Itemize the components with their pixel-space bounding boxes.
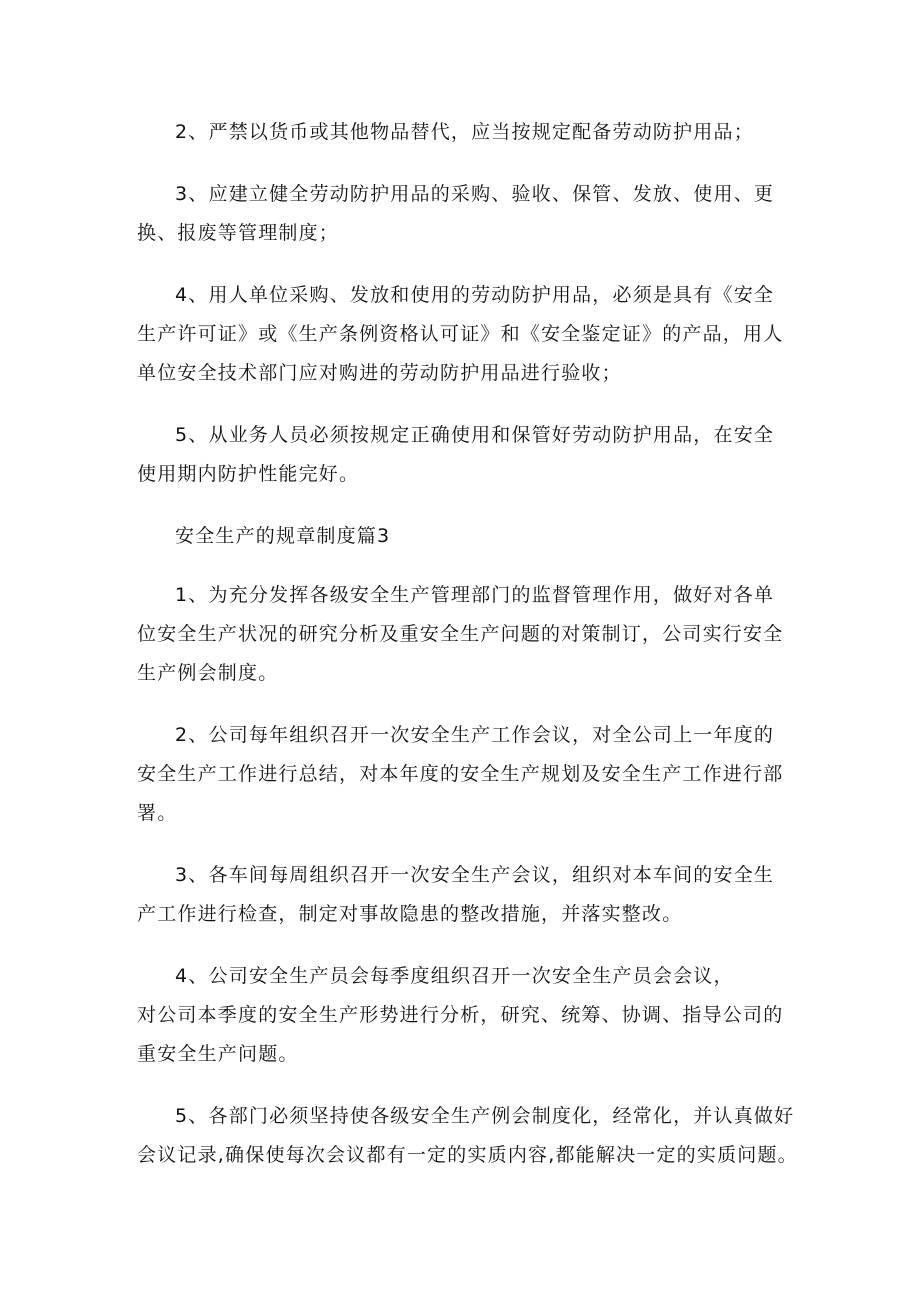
paragraph bbox=[137, 1097, 797, 1175]
paragraph bbox=[137, 416, 797, 494]
paragraph-line: 3、各车间每周组织召开一次安全生产会议，组织对本车间的安全生 bbox=[175, 864, 775, 886]
paragraph-line: 2、严禁以货币或其他物品替代，应当按规定配备劳动防护用品； bbox=[175, 121, 754, 143]
paragraph-line: 5、从业务人员必须按规定正确使用和保管好劳动防护用品，在安全 bbox=[175, 424, 775, 446]
paragraph-line: 产工作进行检查，制定对事故隐患的整改措施，并落实整改。 bbox=[137, 903, 683, 925]
paragraph bbox=[137, 276, 797, 393]
paragraph-line: 4、公司安全生产员会每季度组织召开一次安全生产员会会议， bbox=[175, 965, 734, 987]
section-heading-text: 安全生产的规章制度篇3 bbox=[175, 525, 391, 547]
paragraph-line: 3、应建立健全劳动防护用品的采购、验收、保管、发放、使用、更 bbox=[175, 183, 775, 205]
paragraph-line: 4、用人单位采购、发放和使用的劳动防护用品，必须是具有《安全 bbox=[175, 284, 775, 306]
paragraph-line: 位安全生产状况的研究分析及重安全生产问题的对策制订，公司实行安全 bbox=[137, 623, 784, 645]
paragraph-line: 换、报废等管理制度； bbox=[137, 222, 340, 244]
paragraph-line: 对公司本季度的安全生产形势进行分析，研究、统筹、协调、指导公司的 bbox=[137, 1004, 784, 1026]
paragraph-line: 生产许可证》或《生产条例资格认可证》和《安全鉴定证》的产品，用人 bbox=[137, 323, 784, 345]
paragraph-line: 生产例会制度。 bbox=[137, 662, 279, 684]
paragraph-line: 安全生产工作进行总结，对本年度的安全生产规划及安全生产工作进行部 bbox=[137, 763, 784, 785]
paragraph-line: 署。 bbox=[137, 802, 178, 824]
paragraph bbox=[137, 957, 797, 1074]
section-heading bbox=[137, 517, 797, 556]
paragraph bbox=[137, 576, 797, 693]
document-body bbox=[137, 113, 797, 1198]
paragraph bbox=[137, 175, 797, 253]
paragraph bbox=[137, 113, 797, 152]
paragraph-line: 使用期内防护性能完好。 bbox=[137, 463, 360, 485]
paragraph-line: 5、各部门必须坚持使各级安全生产例会制度化，经常化，并认真做好 bbox=[175, 1105, 795, 1127]
paragraph bbox=[137, 856, 797, 934]
paragraph-line: 2、公司每年组织召开一次安全生产工作会议，对全公司上一年度的 bbox=[175, 724, 775, 746]
paragraph-line: 单位安全技术部门应对购进的劳动防护用品进行验收； bbox=[137, 362, 622, 384]
paragraph-line: 重安全生产问题。 bbox=[137, 1043, 299, 1065]
paragraph-line: 会议记录,确保使每次会议都有一定的实质内容,都能解决一定的实质问题。 bbox=[137, 1144, 798, 1166]
paragraph-line: 1、为充分发挥各级安全生产管理部门的监督管理作用，做好对各单 bbox=[175, 584, 775, 606]
paragraph bbox=[137, 716, 797, 833]
